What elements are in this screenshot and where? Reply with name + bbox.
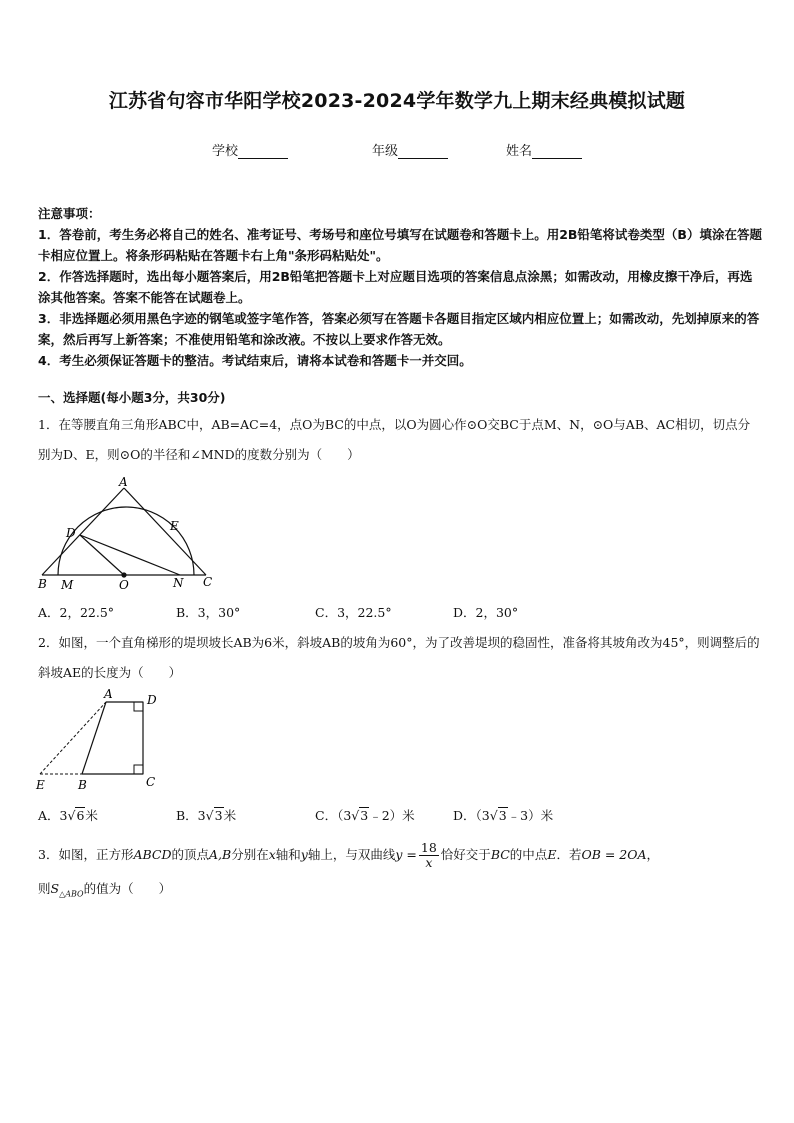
school-label: 学校 bbox=[212, 144, 239, 159]
q2-option-c-unit: ﹣2）米 bbox=[369, 808, 415, 823]
notes-item: 3．非选择题必须用黑色字迹的钢笔或签字笔作答，答案必须写在答题卡各题目指定区域内相应位置上；如需改动，先划掉原来的答案，然后再写上新答案；不准使用铅笔和涂改液。不按以上要求作答无效。 bbox=[38, 311, 760, 347]
grade-field bbox=[372, 140, 448, 159]
label-b: B bbox=[38, 577, 47, 591]
q3-text: ．若 bbox=[556, 847, 582, 862]
q2-option-b-unit: 米 bbox=[223, 808, 237, 823]
segment-ab bbox=[82, 702, 106, 774]
q3-area-symbol: S bbox=[50, 881, 60, 896]
q3-fraction bbox=[419, 841, 439, 870]
q2-option-c-radicand: 3 bbox=[360, 808, 369, 823]
q2-option-a-radicand: 6 bbox=[76, 808, 85, 823]
question-1-text: 1．在等腰直角三角形ABC中，AB=AC=4，点O为BC的中点，以O为圆心作⊙O交BC于点M、N，⊙O与AB、AC相切，切点分别为D、E，则⊙O的半径和∠MND的度数分别为（ ） bbox=[38, 417, 751, 462]
q2-option-a-coef: A．3 bbox=[38, 808, 68, 823]
q2-option-c-coef: C．（3 bbox=[315, 808, 352, 823]
q2-option-d-coef: D．（3 bbox=[453, 808, 490, 823]
question-2 bbox=[38, 628, 762, 688]
notes-heading: 注意事项： bbox=[38, 206, 101, 221]
q3-text: 的中点 bbox=[509, 847, 548, 862]
name-blank bbox=[532, 144, 582, 159]
q3-text: 3．如图，正方形 bbox=[38, 847, 134, 862]
figure-q2 bbox=[30, 686, 170, 792]
label-e: E bbox=[170, 519, 179, 533]
point-o bbox=[121, 572, 126, 577]
segment-ae-dashed bbox=[40, 702, 106, 774]
segment-do bbox=[80, 535, 124, 575]
question-2-text: 2．如图，一个直角梯形的堤坝坡长AB为6米，斜坡AB的坡角为60°，为了改善堤坝的稳固性，准备将其坡角改为45°，则调整后的斜坡AE的长度为（ ） bbox=[38, 635, 760, 680]
label-c: C bbox=[203, 575, 213, 589]
q2-option-b-radicand: 3 bbox=[214, 808, 223, 823]
q3-text: 轴和 bbox=[275, 847, 301, 862]
q2-option-d-unit: ﹣3）米 bbox=[507, 808, 554, 823]
label-a: A bbox=[104, 687, 113, 701]
q1-option-c: C．3，22.5° bbox=[315, 605, 392, 620]
q3-x-var: x bbox=[268, 847, 276, 862]
q3-side-bc: BC bbox=[490, 847, 510, 862]
notes-item: 2．作答选择题时，选出每小题答案后，用2B铅笔把答题卡上对应题目选项的答案信息点涂黑；如需改动，用橡皮擦干净后，再选涂其他答案。答案不能答在试题卷上。 bbox=[38, 269, 753, 305]
school-field bbox=[212, 140, 288, 159]
segment-ab bbox=[42, 488, 124, 575]
q3-fraction-denominator: x bbox=[425, 855, 433, 870]
right-angle-d bbox=[134, 702, 143, 711]
section-heading: 一、选择题(每小题3分，共30分) bbox=[38, 390, 226, 405]
name-field bbox=[506, 140, 582, 159]
q1-option-b: B．3，30° bbox=[176, 605, 241, 620]
q2-option-b: B．3√3米 bbox=[176, 808, 237, 823]
q3-fraction-numerator: 18 bbox=[420, 840, 437, 855]
q2-option-c: C．（3√3﹣2）米 bbox=[315, 808, 415, 823]
label-a: A bbox=[119, 475, 128, 489]
label-b: B bbox=[78, 778, 87, 792]
q3-text: 分别在 bbox=[231, 847, 269, 862]
q3-equation-lhs: y = bbox=[395, 847, 417, 862]
label-m: M bbox=[61, 578, 74, 592]
figure-q1 bbox=[30, 474, 225, 594]
label-d: D bbox=[147, 693, 157, 707]
question-1 bbox=[38, 410, 762, 470]
label-o: O bbox=[119, 578, 129, 592]
q2-option-a: A．3√6米 bbox=[38, 808, 98, 823]
q3-condition: OB = 2OA bbox=[581, 847, 647, 862]
right-angle-c bbox=[134, 765, 143, 774]
q3-text: 的顶点 bbox=[171, 847, 210, 862]
q3-text: 恰好交于 bbox=[440, 847, 491, 862]
q2-option-b-coef: B．3 bbox=[176, 808, 206, 823]
q2-option-d-radicand: 3 bbox=[498, 808, 507, 823]
grade-label: 年级 bbox=[372, 144, 399, 159]
q3-text: ， bbox=[646, 847, 660, 862]
q2-option-d: D．（3√3﹣3）米 bbox=[453, 808, 554, 823]
q2-option-a-unit: 米 bbox=[85, 808, 98, 823]
q3-point-e: E bbox=[547, 847, 557, 862]
label-c: C bbox=[146, 775, 156, 789]
q3-text: 轴上，与双曲线 bbox=[307, 847, 396, 862]
question-3-line-1 bbox=[38, 838, 762, 872]
q3-square-name: ABCD bbox=[133, 847, 172, 862]
label-d: D bbox=[66, 526, 76, 540]
q3-text: 则 bbox=[38, 881, 51, 896]
q3-area-subscript: △ABO bbox=[59, 889, 84, 899]
name-label: 姓名 bbox=[506, 144, 533, 159]
q3-vertices: A,B bbox=[209, 847, 232, 862]
page-title: 江苏省句容市华阳学校2023-2024学年数学九上期末经典模拟试题 bbox=[108, 90, 686, 112]
segment-dn bbox=[80, 535, 180, 575]
label-n: N bbox=[173, 576, 184, 590]
school-blank bbox=[238, 144, 288, 159]
notes-item: 4．考生必须保证答题卡的整洁。考试结束后，请将本试卷和答题卡一并交回。 bbox=[38, 353, 472, 368]
q3-text: 的值为（ ） bbox=[83, 881, 172, 896]
segment-ac bbox=[124, 488, 206, 575]
q1-option-d: D．2，30° bbox=[453, 605, 519, 620]
question-3 bbox=[38, 838, 762, 912]
grade-blank bbox=[398, 144, 448, 159]
notes bbox=[38, 203, 762, 371]
q1-option-a: A．2，22.5° bbox=[38, 605, 115, 620]
q3-y-var: y bbox=[300, 847, 308, 862]
label-e: E bbox=[36, 778, 45, 792]
notes-item: 1．答卷前，考生务必将自己的姓名、准考证号、考场号和座位号填写在试题卷和答题卡上。用2B铅笔将试卷类型（B）填涂在答题卡相应位置上。将条形码粘贴在答题卡右上角"条形码粘贴处"。 bbox=[38, 227, 762, 263]
question-3-line-2 bbox=[38, 872, 762, 912]
